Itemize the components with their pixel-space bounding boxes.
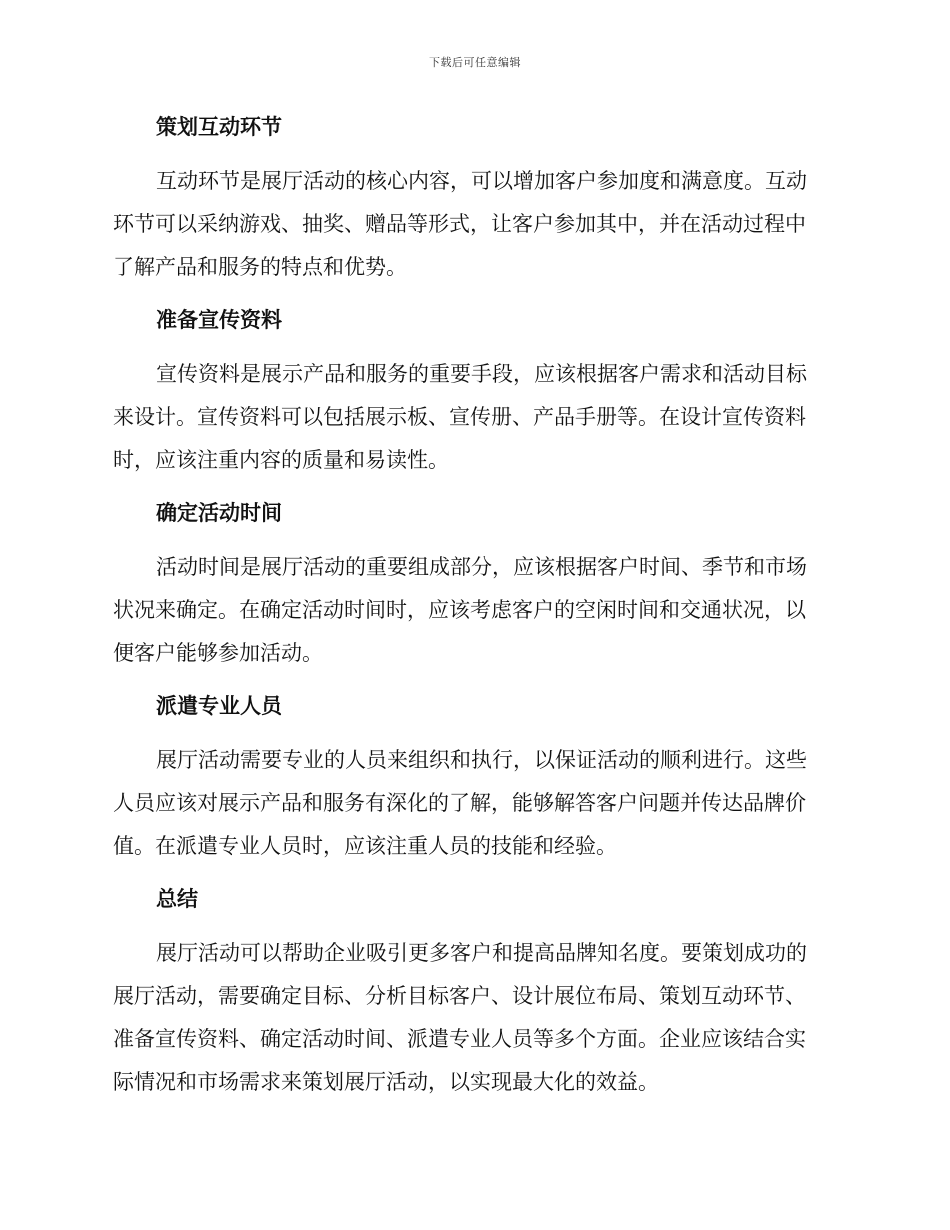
section-staff [113,685,830,868]
paragraph-line: 展厅活动可以帮助企业吸引更多客户和提高品牌知名度。要策划成功的 [156,941,807,965]
section-title: 准备宣传资料 [156,308,282,332]
paragraph-line: 展厅活动，需要确定目标、分析目标客户、设计展位布局、策划互动环节、 [113,984,806,1008]
section-title: 派遣专业人员 [156,694,282,718]
section-paragraph [113,932,830,1104]
page-header: 下载后可任意编辑 [429,56,521,69]
paragraph-line: 人员应该对展示产品和服务有深化的了解，能够解答客户问题并传达品牌价 [113,791,806,815]
paragraph-line: 活动时间是展厅活动的重要组成部分，应该根据客户时间、季节和市场 [156,555,807,579]
document-body [113,106,830,1114]
paragraph-line: 便客户能够参加活动。 [113,641,323,665]
section-title: 总结 [156,887,198,911]
paragraph-line: 际情况和市场需求来策划展厅活动，以实现最大化的效益。 [113,1070,659,1094]
section-summary [113,878,830,1104]
paragraph-line: 值。在派遣专业人员时，应该注重人员的技能和经验。 [113,834,617,858]
paragraph-line: 环节可以采纳游戏、抽奖、赠品等形式，让客户参加其中，并在活动过程中 [113,212,806,236]
paragraph-line: 状况来确定。在确定活动时间时，应该考虑客户的空闲时间和交通状况，以 [113,598,806,622]
section-paragraph [113,160,830,289]
section-title: 确定活动时间 [156,501,282,525]
paragraph-line: 互动环节是展厅活动的核心内容，可以增加客户参加度和满意度。互动 [156,169,807,193]
section-paragraph [113,739,830,868]
section-paragraph [113,353,830,482]
paragraph-line: 时，应该注重内容的质量和易读性。 [113,448,449,472]
paragraph-line: 了解产品和服务的特点和优势。 [113,255,407,279]
section-event-time [113,492,830,675]
section-title: 策划互动环节 [156,115,282,139]
section-promo-materials [113,299,830,482]
paragraph-line: 准备宣传资料、确定活动时间、派遣专业人员等多个方面。企业应该结合实 [113,1027,806,1051]
section-interaction [113,106,830,289]
paragraph-line: 来设计。宣传资料可以包括展示板、宣传册、产品手册等。在设计宣传资料 [113,405,806,429]
section-paragraph [113,546,830,675]
paragraph-line: 展厅活动需要专业的人员来组织和执行，以保证活动的顺利进行。这些 [156,748,807,772]
paragraph-line: 宣传资料是展示产品和服务的重要手段，应该根据客户需求和活动目标 [156,362,807,386]
